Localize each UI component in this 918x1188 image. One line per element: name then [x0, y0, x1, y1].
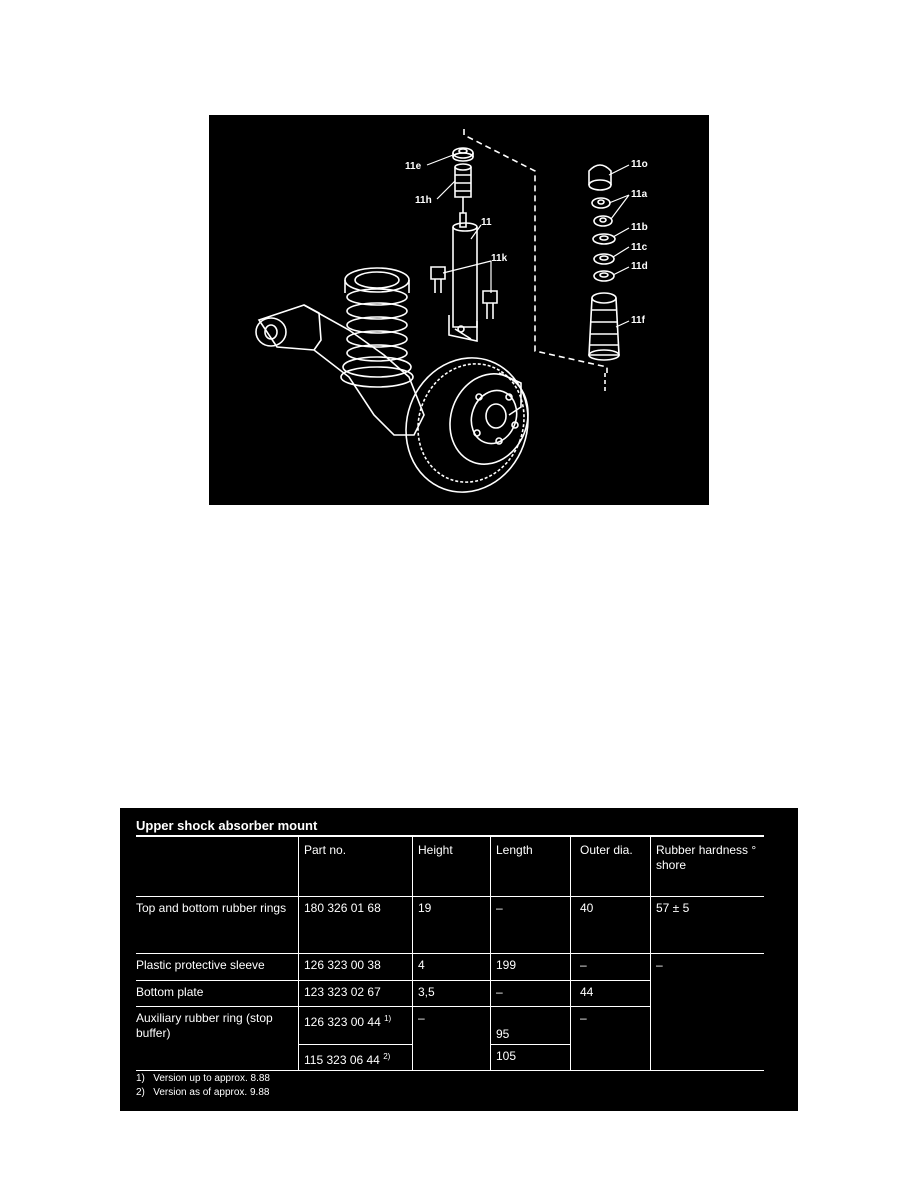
- row2-part-no: 126 323 00 38: [304, 958, 381, 972]
- col-rule-3: [490, 837, 491, 1070]
- bolts-11k: [431, 267, 497, 319]
- rule-row2: [136, 980, 650, 981]
- callout-11a: 11a: [631, 189, 648, 200]
- footnote-2-mark: 2): [136, 1087, 145, 1098]
- footnote-2: [136, 1087, 269, 1099]
- row4b-part-no-value: 115 323 06 44: [304, 1053, 380, 1067]
- footnote-1: [136, 1073, 270, 1085]
- bushing-11h: [455, 164, 471, 197]
- nuts-11a: [592, 198, 612, 226]
- rule-under-header: [136, 896, 764, 897]
- callout-11d: 11d: [631, 261, 648, 272]
- footnote-1-mark: 1): [136, 1073, 145, 1084]
- row3-label: Bottom plate: [136, 985, 204, 999]
- row1-part-no: 180 326 01 68: [304, 901, 381, 915]
- title-rule: [136, 835, 764, 837]
- rule-row4-split-length: [490, 1044, 570, 1045]
- header-rubber-hardness: Rubber hardness ° shore: [656, 843, 757, 872]
- header-outer-dia: Outer dia.: [580, 843, 633, 857]
- header-height: Height: [418, 843, 453, 857]
- row2-length: 199: [496, 958, 517, 972]
- rule-row4-split: [298, 1044, 412, 1045]
- coil-spring: [341, 268, 413, 387]
- header-length: Length: [496, 843, 533, 857]
- washer-11e: [453, 148, 473, 161]
- rule-row3: [136, 1006, 650, 1007]
- row4b-part-no: [304, 1049, 390, 1068]
- header-part-no: Part no.: [304, 843, 347, 857]
- protective-sleeve-11f: [589, 293, 619, 360]
- ring-11d: [594, 271, 614, 281]
- row1-outer-dia: 40: [580, 901, 594, 915]
- table-title: Upper shock absorber mount: [136, 818, 318, 833]
- row1-label: Top and bottom rubber rings: [136, 901, 287, 915]
- row4-height: –: [418, 1011, 425, 1025]
- row3-height: 3,5: [418, 985, 435, 999]
- shock-absorber: [449, 197, 477, 341]
- footnote-2-text: Version as of approx. 9.88: [153, 1087, 270, 1098]
- row2-outer-dia: –: [580, 958, 587, 972]
- assembly-dash-line: [464, 129, 607, 373]
- rule-row1: [136, 953, 764, 954]
- diagram-svg: [209, 115, 709, 505]
- callout-11e: 11e: [405, 161, 422, 172]
- plate-11b: [593, 234, 615, 244]
- callout-11c: 11c: [631, 242, 648, 253]
- row1-height: 19: [418, 901, 432, 915]
- col-rule-2: [412, 837, 413, 1070]
- footnote-1-text: Version up to approx. 8.88: [153, 1073, 270, 1084]
- callout-11o: 11o: [631, 159, 648, 170]
- row4-length: 95: [496, 1027, 510, 1041]
- shock-absorber-exploded-diagram: [209, 115, 709, 505]
- row1-length: –: [496, 901, 503, 915]
- row1-hardness: 57 ± 5: [656, 901, 690, 915]
- row3-length: –: [496, 985, 503, 999]
- callout-11b: 11b: [631, 222, 648, 233]
- row2-label: Plastic protective sleeve: [136, 958, 265, 972]
- row2-height: 4: [418, 958, 425, 972]
- row4b-part-no-footnote: 2): [383, 1052, 391, 1061]
- callout-11h: 11h: [415, 195, 432, 206]
- row3-part-no: 123 323 02 67: [304, 985, 381, 999]
- row4-part-no: [304, 1011, 391, 1030]
- row3-outer-dia: 44: [580, 985, 594, 999]
- callout-11k: 11k: [491, 253, 508, 264]
- row4-label: Auxiliary rubber ring (stop buffer): [136, 1011, 273, 1040]
- row4-part-no-value: 126 323 00 44: [304, 1015, 381, 1029]
- cap-11o: [589, 165, 611, 190]
- col-rule-1: [298, 837, 299, 1070]
- callout-11: 11: [481, 217, 492, 228]
- rule-bottom: [136, 1070, 764, 1071]
- ring-11c: [594, 254, 614, 264]
- row4-outer-dia: –: [580, 1011, 587, 1025]
- row4-part-no-footnote: 1): [384, 1014, 392, 1023]
- col-rule-5: [650, 837, 651, 1070]
- control-arm: [256, 305, 424, 435]
- upper-shock-mount-spec-table: [120, 808, 798, 1111]
- col-rule-4: [570, 837, 571, 1070]
- callout-11f: 11f: [631, 315, 645, 326]
- row2-hardness: –: [656, 958, 663, 972]
- row4b-length: 105: [496, 1049, 517, 1063]
